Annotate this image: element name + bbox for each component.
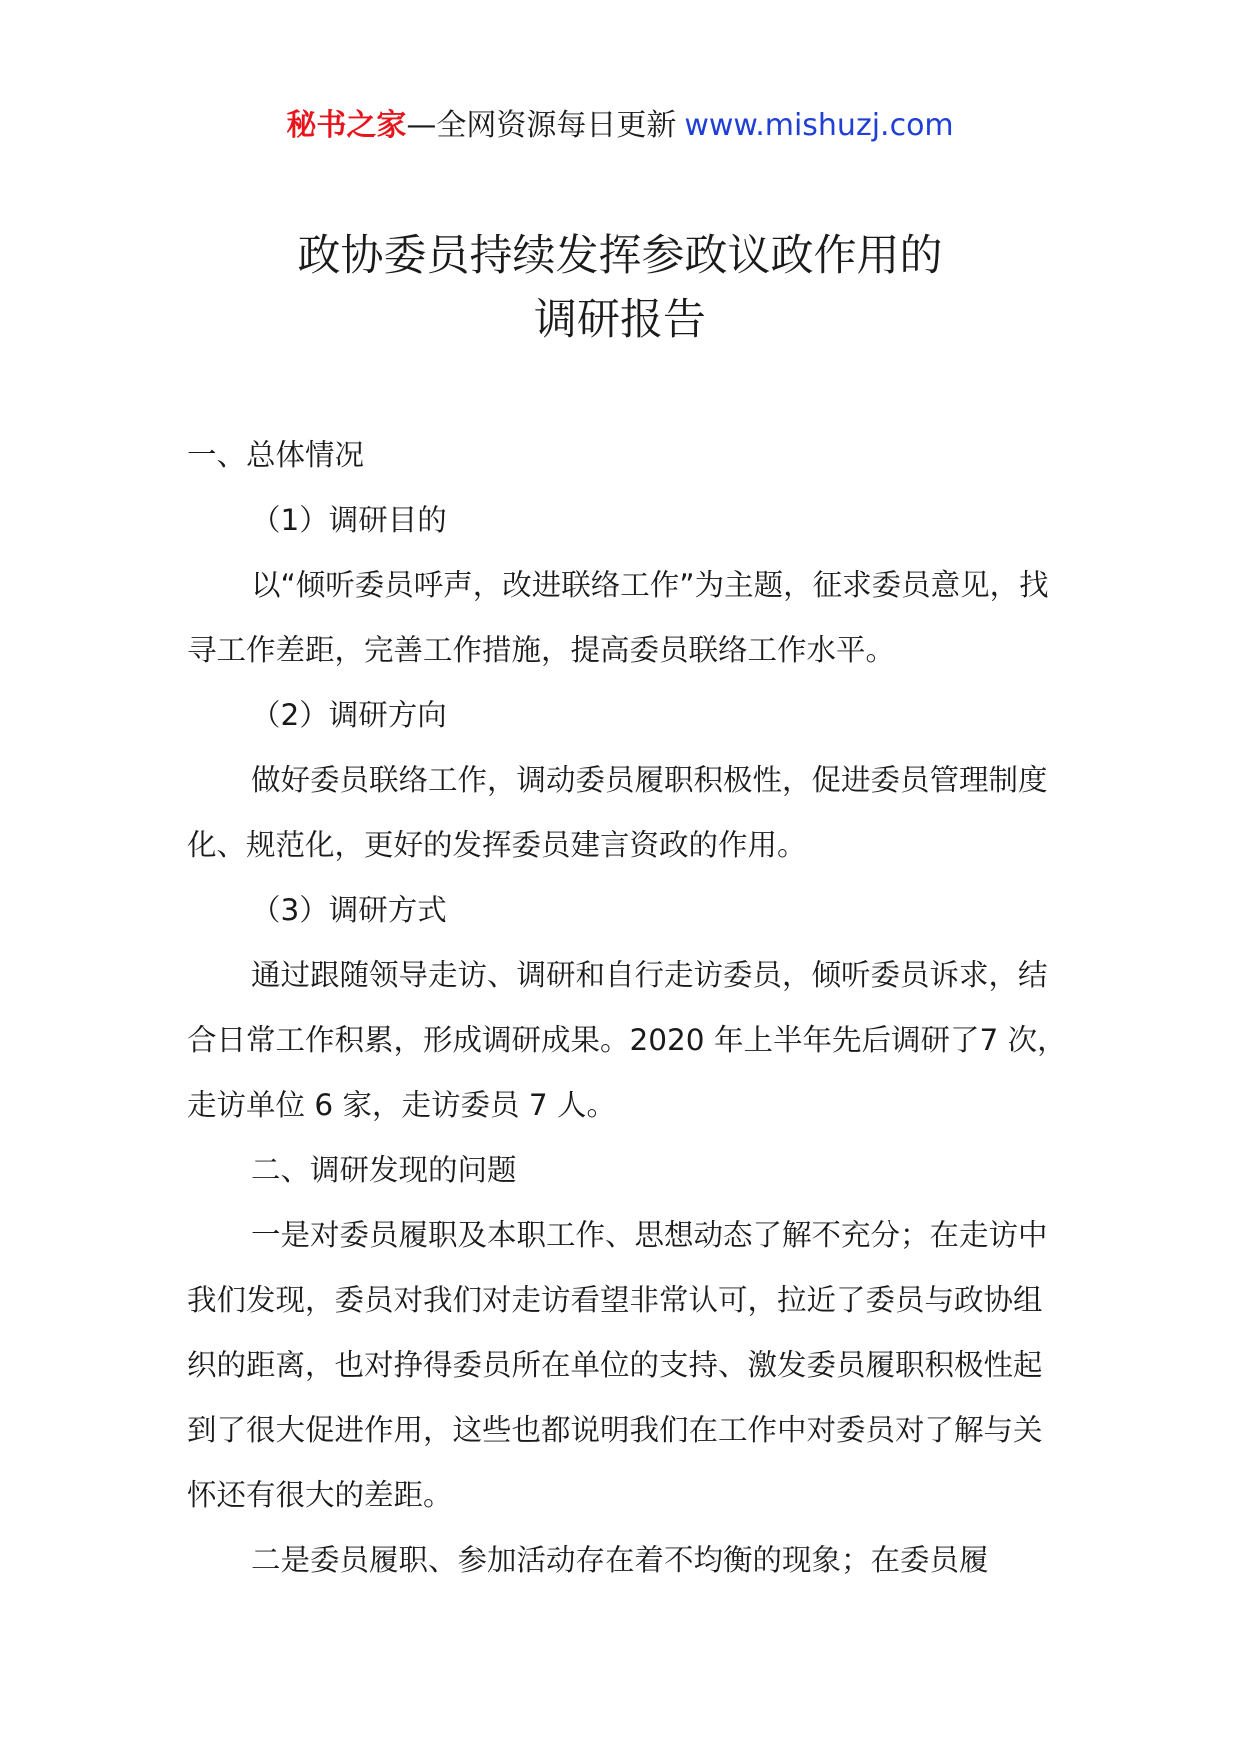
title-line-1: 政协委员持续发挥参政议政作用的 [297, 231, 943, 281]
subsection-heading-direction: （2）调研方向 [251, 698, 447, 732]
site-tagline: —全网资源每日更新 [406, 108, 677, 143]
section-heading-overview: 一、总体情况 [187, 438, 365, 472]
site-header [0, 104, 1240, 148]
paragraph-issue-2: 二是委员履职、参加活动存在着不均衡的现象；在委员履 [251, 1543, 989, 1577]
paragraph-issue-1: 一是对委员履职及本职工作、思想动态了解不充分；在走访中我们发现，委员对我们对走访看望非常认可，拉近了委员与政协组织的距离，也对挣得委员所在单位的支持、激发委员履职积极性起到了很大促进作用，这些也都说明我们在工作中对委员对了解与关怀还有很大的差距。 [187, 1218, 1048, 1512]
paragraph-method: 通过跟随领导走访、调研和自行走访委员，倾听委员诉求，结合日常工作积累，形成调研成果。2020 年上半年先后调研了7 次，走访单位 6 家，走访委员 7 人。 [187, 958, 1067, 1122]
paragraph-purpose: 以“倾听委员呼声，改进联络工作”为主题，征求委员意见，找寻工作差距，完善工作措施，提高委员联络工作水平。 [187, 568, 1049, 667]
document-title [0, 224, 1240, 352]
title-line-2: 调研报告 [534, 295, 706, 345]
subsection-heading-method: （3）调研方式 [251, 893, 447, 927]
subsection-heading-purpose: （1）调研目的 [251, 503, 447, 537]
section-heading-issues: 二、调研发现的问题 [251, 1153, 517, 1187]
site-url-link[interactable]: www.mishuzj.com [684, 108, 954, 143]
site-brand: 秘书之家 [286, 108, 407, 143]
document-body [187, 423, 1067, 1593]
paragraph-direction: 做好委员联络工作，调动委员履职积极性，促进委员管理制度化、规范化，更好的发挥委员建言资政的作用。 [187, 763, 1048, 862]
